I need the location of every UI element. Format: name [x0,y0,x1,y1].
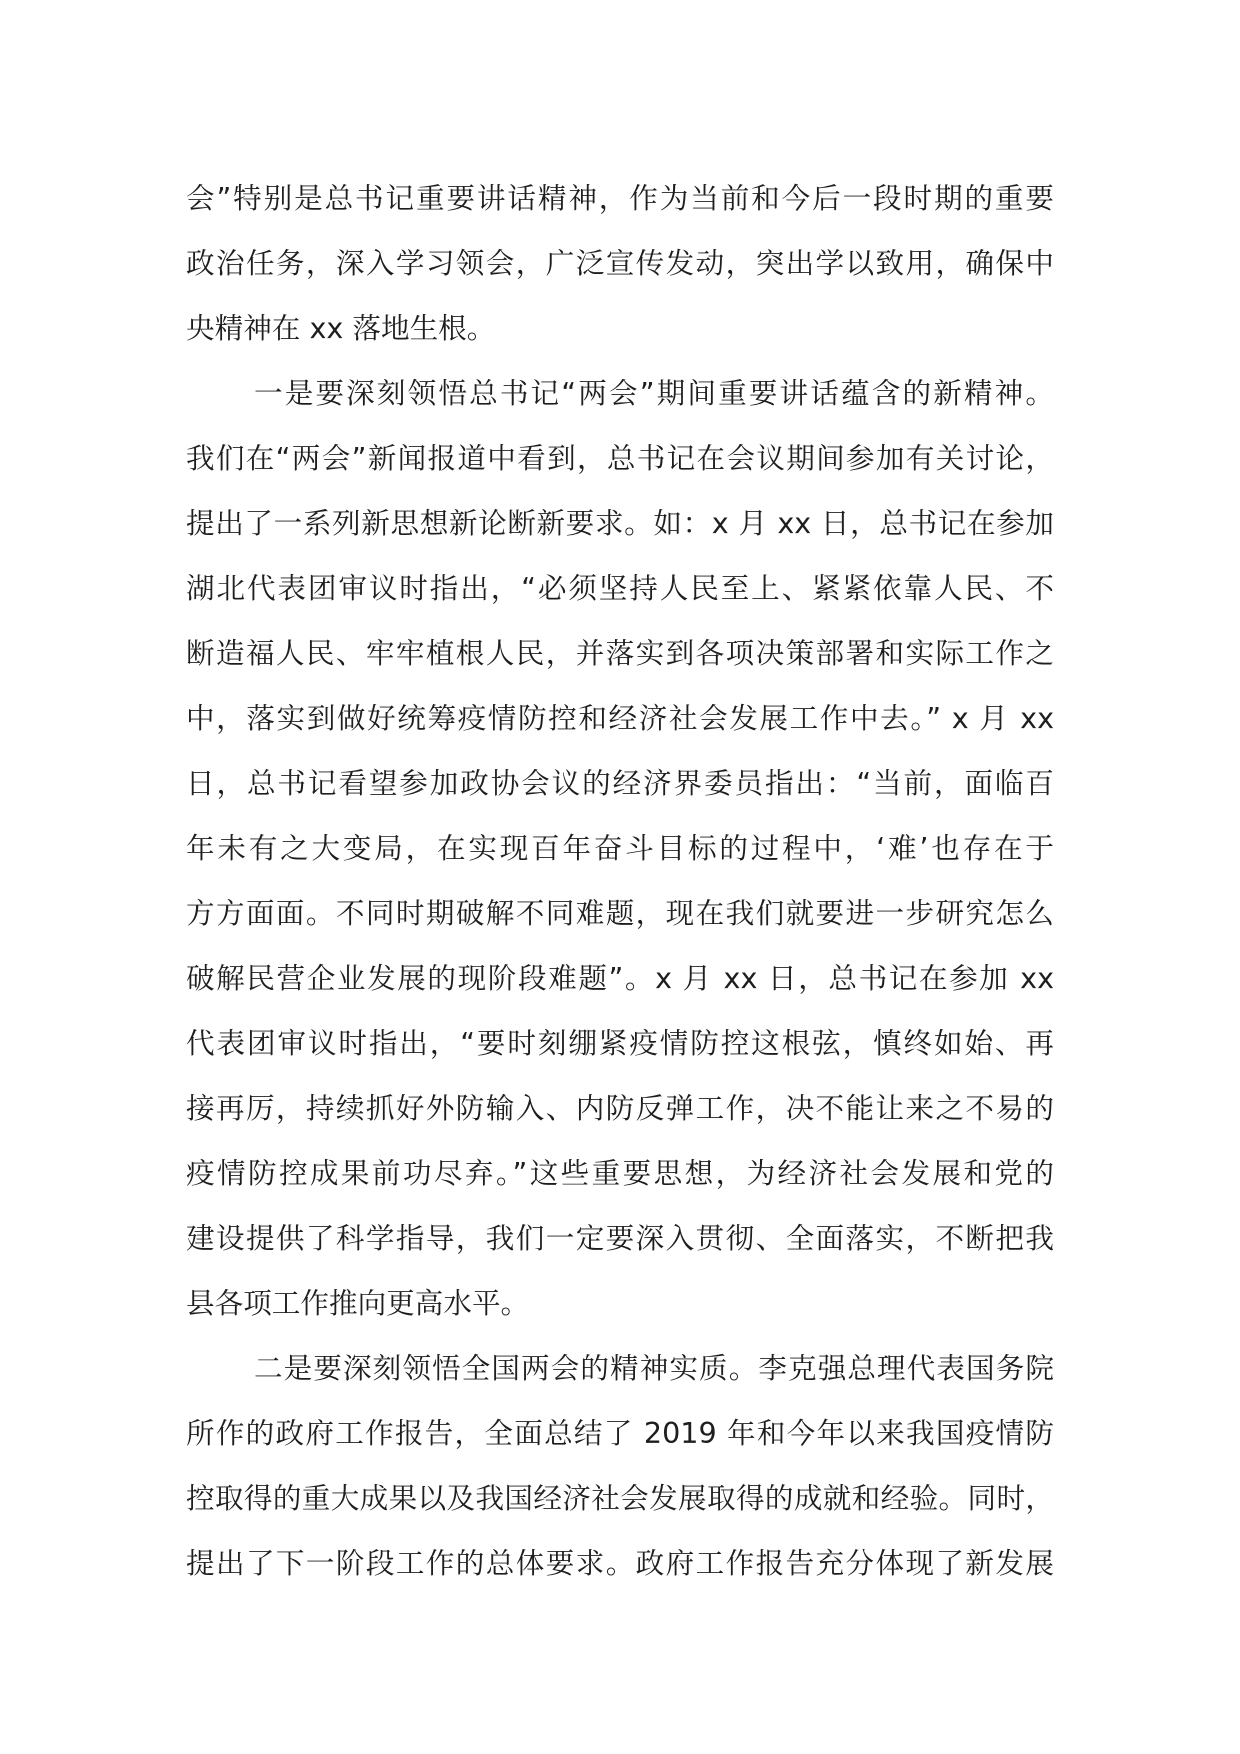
text-line: 我们在“两会”新闻报道中看到，总书记在会议期间参加有关讨论， [186,441,1054,475]
text-line: 湖北代表团审议时指出，“必须坚持人民至上、紧紧依靠人民、不 [186,571,1054,605]
text-line: 提出了一系列新思想新论断新要求。如：x 月 xx 日，总书记在参加 [186,506,1054,540]
text-line: 接再厉，持续抓好外防输入、内防反弹工作，决不能让来之不易的 [186,1091,1054,1125]
text-line: 方方面面。不同时期破解不同难题，现在我们就要进一步研究怎么 [186,896,1054,930]
text-line: 所作的政府工作报告，全面总结了 2019 年和今年以来我国疫情防 [186,1416,1054,1450]
text-line: 代表团审议时指出，“要时刻绷紧疫情防控这根弦，慎终如始、再 [186,1026,1054,1060]
text-line: 断造福人民、牢牢植根人民，并落实到各项决策部署和实际工作之 [186,636,1054,670]
text-line: 中，落实到做好统筹疫情防控和经济社会发展工作中去。” x 月 xx [186,701,1054,735]
text-line: 控取得的重大成果以及我国经济社会发展取得的成就和经验。同时， [186,1481,1054,1515]
text-line: 县各项工作推向更高水平。 [186,1286,530,1320]
text-line: 建设提供了科学指导，我们一定要深入贯彻、全面落实，不断把我 [186,1221,1054,1255]
text-line: 年未有之大变局，在实现百年奋斗目标的过程中，‘难’也存在于 [186,831,1054,865]
text-line: 日，总书记看望参加政协会议的经济界委员指出：“当前，面临百 [186,766,1054,800]
text-line: 政治任务，深入学习领会，广泛宣传发动，突出学以致用，确保中 [186,246,1054,280]
document-body [186,166,1054,1596]
text-line: 央精神在 xx 落地生根。 [186,311,496,345]
text-line: 破解民营企业发展的现阶段难题”。x 月 xx 日，总书记在参加 xx [186,961,1054,995]
text-line: 会”特别是总书记重要讲话精神，作为当前和今后一段时期的重要 [186,181,1054,215]
text-line: 疫情防控成果前功尽弃。”这些重要思想，为经济社会发展和党的 [186,1156,1054,1190]
paragraph-first-line: 二是要深刻领悟全国两会的精神实质。李克强总理代表国务院 [254,1351,1054,1385]
paragraph-first-line: 一是要深刻领悟总书记“两会”期间重要讲话蕴含的新精神。 [254,376,1054,410]
text-line: 提出了下一阶段工作的总体要求。政府工作报告充分体现了新发展 [186,1546,1054,1580]
